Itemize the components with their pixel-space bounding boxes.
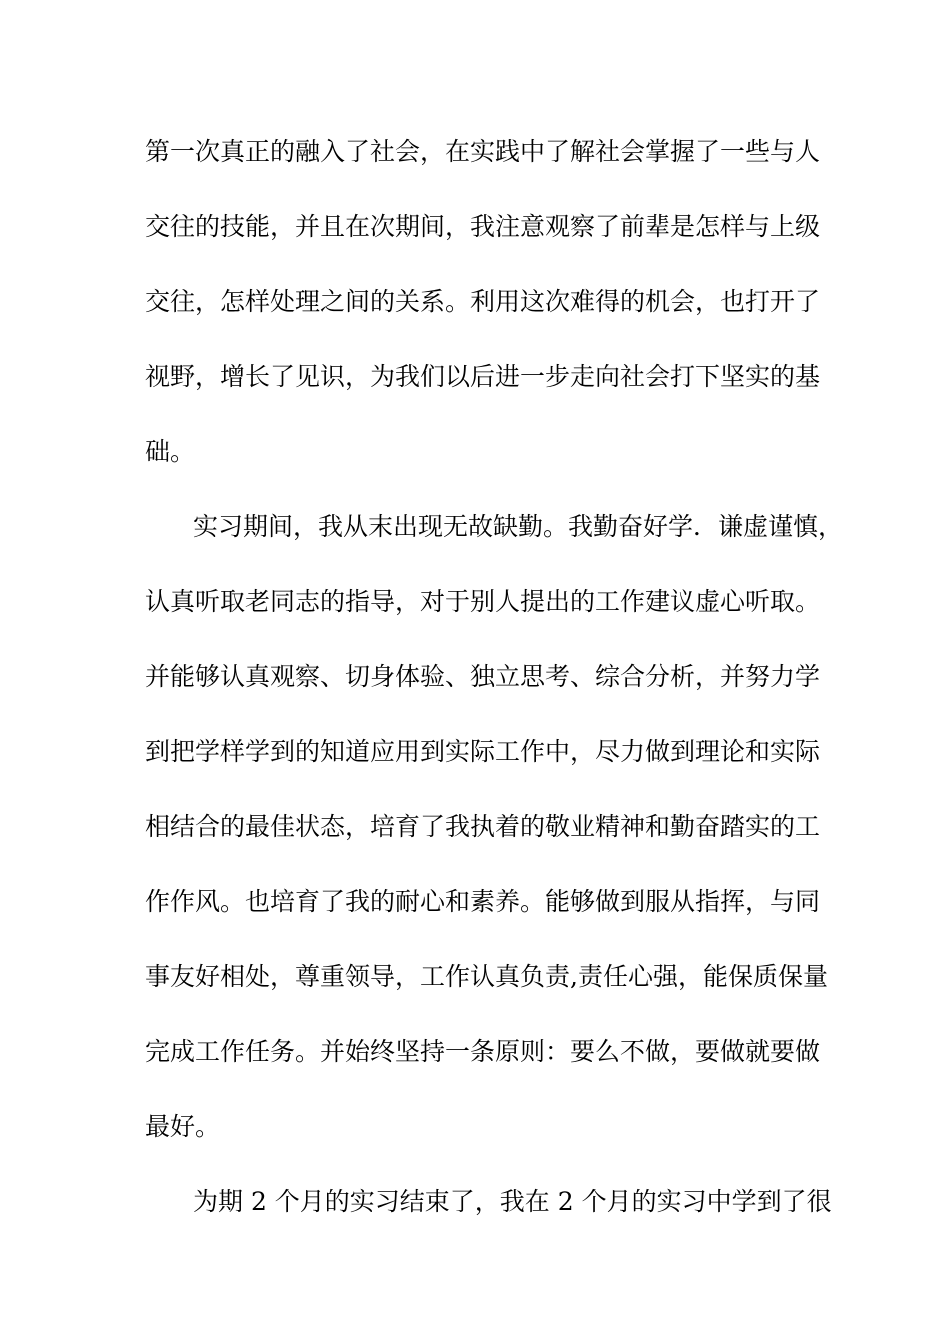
text-line: 交往的技能，并且在次期间，我注意观察了前辈是怎样与上级 (145, 212, 821, 241)
text-line: 视野，增长了见识，为我们以后进一步走向社会打下坚实的基 (145, 362, 821, 391)
text-line: 相结合的最佳状态，培育了我执着的敬业精神和勤奋踏实的工 (145, 812, 821, 841)
text-line: 作作风。也培育了我的耐心和素养。能够做到服从指挥，与同 (145, 887, 821, 916)
text-line: 础。 (145, 437, 196, 466)
text-line: 并能够认真观察、切身体验、独立思考、综合分析，并努力学 (145, 662, 821, 691)
text-line: 认真听取老同志的指导，对于别人提出的工作建议虚心听取。 (145, 587, 821, 616)
text-line: 事友好相处，尊重领导，工作认真负责,责任心强，能保质保量 (145, 962, 828, 991)
body-text (145, 128, 844, 1253)
paragraph-start-line: 实习期间，我从末出现无故缺勤。我勤奋好学．谦虚谨慎， (193, 512, 844, 541)
text-line: 完成工作任务。并始终坚持一条原则：要么不做，要做就要做 (145, 1037, 821, 1066)
text-line: 最好。 (145, 1112, 221, 1141)
text-line: 交往，怎样处理之间的关系。利用这次难得的机会，也打开了 (145, 287, 821, 316)
paragraph-start-line: 为期 2 个月的实习结束了，我在 2 个月的实习中学到了很 (193, 1187, 832, 1216)
text-line: 第一次真正的融入了社会，在实践中了解社会掌握了一些与人 (145, 137, 821, 166)
text-line: 到把学样学到的知道应用到实际工作中，尽力做到理论和实际 (145, 737, 821, 766)
